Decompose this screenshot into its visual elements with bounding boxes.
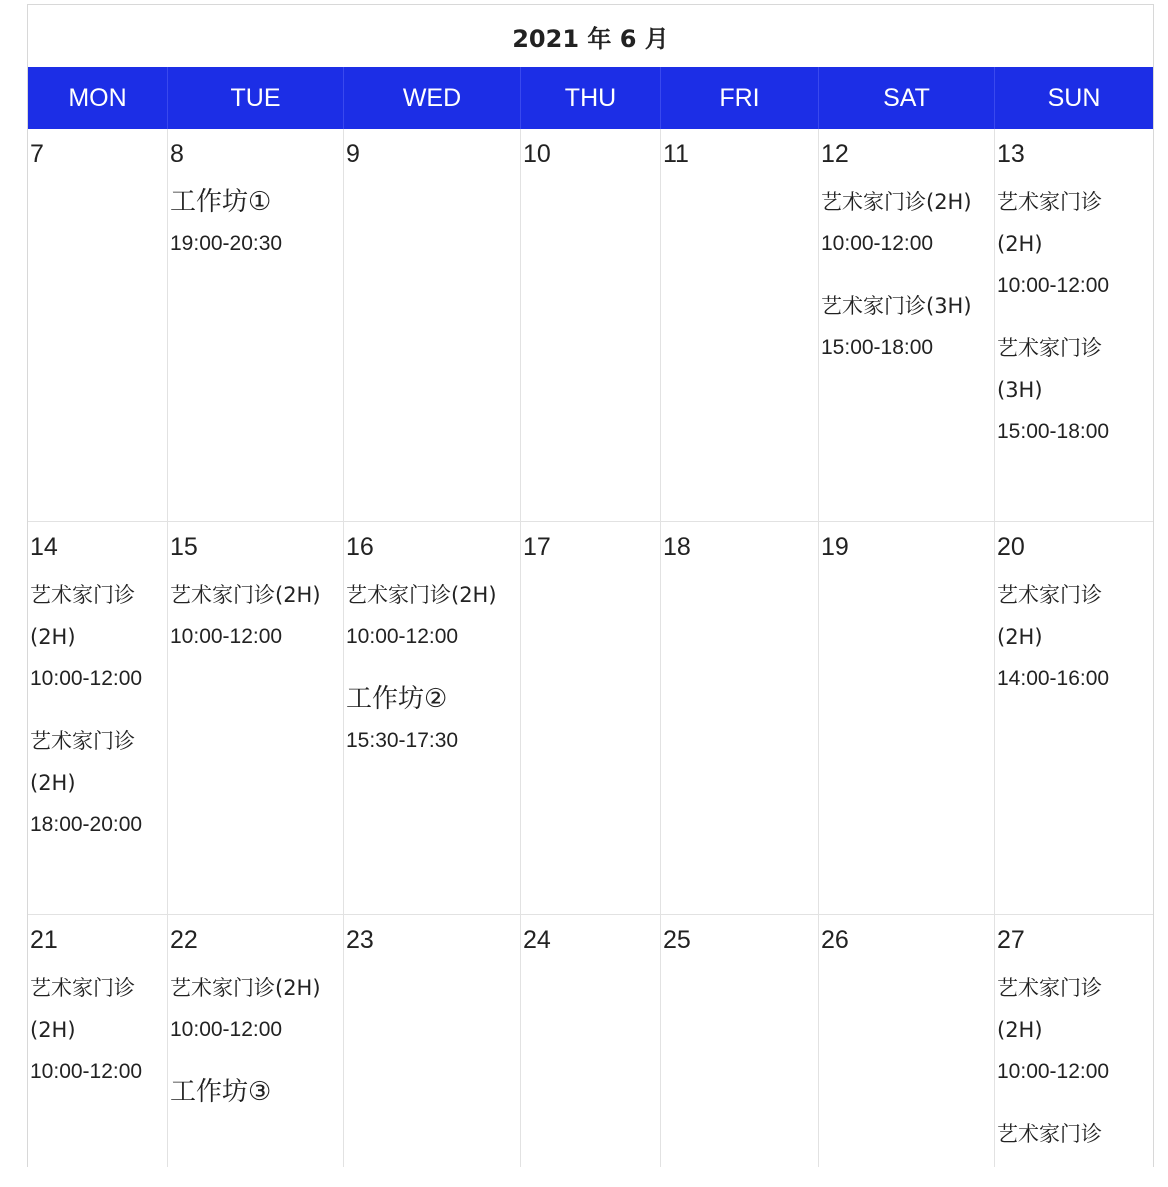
weekday-fri: FRI <box>661 67 819 129</box>
calendar <box>27 4 1154 1167</box>
day-cell[interactable] <box>168 915 344 1167</box>
clinic-event[interactable] <box>821 181 994 265</box>
day-cell[interactable] <box>661 129 819 521</box>
event-name: 艺术家门诊(3H) <box>821 294 972 318</box>
day-cell[interactable] <box>168 522 344 914</box>
workshop-event[interactable] <box>346 678 520 762</box>
day-cell[interactable] <box>344 522 521 914</box>
day-number: 10 <box>523 140 551 168</box>
event-time: 10:00-12:00 <box>170 625 283 648</box>
day-cell[interactable] <box>344 129 521 521</box>
day-number: 12 <box>821 140 849 168</box>
event-name: 艺术家门诊 <box>997 1122 1102 1146</box>
day-cell[interactable] <box>819 915 995 1167</box>
clinic-event[interactable] <box>997 1113 1153 1155</box>
weekday-sun: SUN <box>1047 83 1101 112</box>
event-name: 工作坊② <box>346 684 448 714</box>
event-name: 艺术家门诊(3H) <box>997 336 1102 402</box>
day-cell[interactable] <box>168 129 344 521</box>
day-cell[interactable] <box>819 129 995 521</box>
clinic-event[interactable] <box>346 574 520 658</box>
event-name: 艺术家门诊(2H) <box>30 729 135 795</box>
weekday-sat: SAT <box>819 67 995 129</box>
day-number: 26 <box>821 926 849 954</box>
weekday-wed: WED <box>344 67 521 129</box>
clinic-event[interactable] <box>30 720 167 846</box>
day-number: 14 <box>30 533 58 561</box>
day-number: 25 <box>663 926 691 954</box>
day-cell[interactable] <box>28 129 168 521</box>
clinic-event[interactable] <box>997 574 1153 700</box>
day-cell[interactable] <box>995 129 1153 521</box>
calendar-title: 2021 年 6 月 <box>512 24 669 53</box>
event-time: 19:00-20:30 <box>170 232 283 255</box>
day-cell[interactable] <box>344 915 521 1167</box>
event-time: 15:00-18:00 <box>997 420 1110 443</box>
clinic-event[interactable] <box>30 574 167 700</box>
event-time: 10:00-12:00 <box>997 274 1110 297</box>
week-row <box>28 129 1153 521</box>
clinic-event[interactable] <box>170 967 343 1051</box>
day-cell[interactable] <box>661 915 819 1167</box>
clinic-event[interactable] <box>997 967 1153 1093</box>
event-time: 10:00-12:00 <box>170 1018 283 1041</box>
day-number: 11 <box>663 140 689 168</box>
event-name: 艺术家门诊(2H) <box>30 583 135 649</box>
event-name: 工作坊③ <box>170 1077 272 1107</box>
event-time: 10:00-12:00 <box>997 1060 1110 1083</box>
calendar-body <box>28 129 1153 1167</box>
clinic-event[interactable] <box>997 181 1153 307</box>
event-name: 艺术家门诊(2H) <box>170 583 321 607</box>
day-cell[interactable] <box>521 915 661 1167</box>
weekday-tue: TUE <box>168 67 344 129</box>
day-number: 13 <box>997 140 1025 168</box>
event-name: 艺术家门诊(2H) <box>997 976 1102 1042</box>
day-cell[interactable] <box>521 129 661 521</box>
event-time: 14:00-16:00 <box>997 667 1110 690</box>
event-time: 18:00-20:00 <box>30 813 143 836</box>
day-number: 9 <box>346 140 360 168</box>
clinic-event[interactable] <box>997 327 1153 453</box>
day-number: 22 <box>170 926 198 954</box>
event-name: 艺术家门诊(2H) <box>170 976 321 1000</box>
day-number: 8 <box>170 140 184 168</box>
day-cell[interactable] <box>28 915 168 1167</box>
event-name: 工作坊① <box>170 187 272 217</box>
event-name: 艺术家门诊(2H) <box>997 583 1102 649</box>
event-name: 艺术家门诊(2H) <box>997 190 1102 256</box>
clinic-event[interactable] <box>30 967 167 1093</box>
event-time: 10:00-12:00 <box>346 625 459 648</box>
week-row <box>28 521 1153 914</box>
day-number: 24 <box>523 926 551 954</box>
event-time: 15:30-17:30 <box>346 729 459 752</box>
day-number: 21 <box>30 926 58 954</box>
day-number: 27 <box>997 926 1025 954</box>
clinic-event[interactable] <box>821 285 994 369</box>
event-time: 15:00-18:00 <box>821 336 934 359</box>
day-cell[interactable] <box>28 522 168 914</box>
weekday-mon: MON <box>28 67 168 129</box>
event-time: 10:00-12:00 <box>30 1060 143 1083</box>
day-number: 16 <box>346 533 374 561</box>
clinic-event[interactable] <box>170 574 343 658</box>
week-row <box>28 914 1153 1167</box>
event-name: 艺术家门诊(2H) <box>346 583 497 607</box>
weekday-header <box>28 67 1153 129</box>
day-number: 23 <box>346 926 374 954</box>
day-cell[interactable] <box>995 522 1153 914</box>
day-number: 17 <box>523 533 551 561</box>
day-cell[interactable] <box>995 915 1153 1167</box>
workshop-event[interactable] <box>170 181 343 265</box>
day-number: 18 <box>663 533 691 561</box>
event-time: 10:00-12:00 <box>30 667 143 690</box>
weekday-thu: THU <box>521 67 661 129</box>
day-number: 20 <box>997 533 1025 561</box>
day-number: 7 <box>30 140 44 168</box>
workshop-event[interactable] <box>170 1071 343 1113</box>
day-number: 15 <box>170 533 198 561</box>
day-cell[interactable] <box>521 522 661 914</box>
event-name: 艺术家门诊(2H) <box>30 976 135 1042</box>
day-cell[interactable] <box>819 522 995 914</box>
day-number: 19 <box>821 533 849 561</box>
event-time: 10:00-12:00 <box>821 232 934 255</box>
event-name: 艺术家门诊(2H) <box>821 190 972 214</box>
day-cell[interactable] <box>661 522 819 914</box>
